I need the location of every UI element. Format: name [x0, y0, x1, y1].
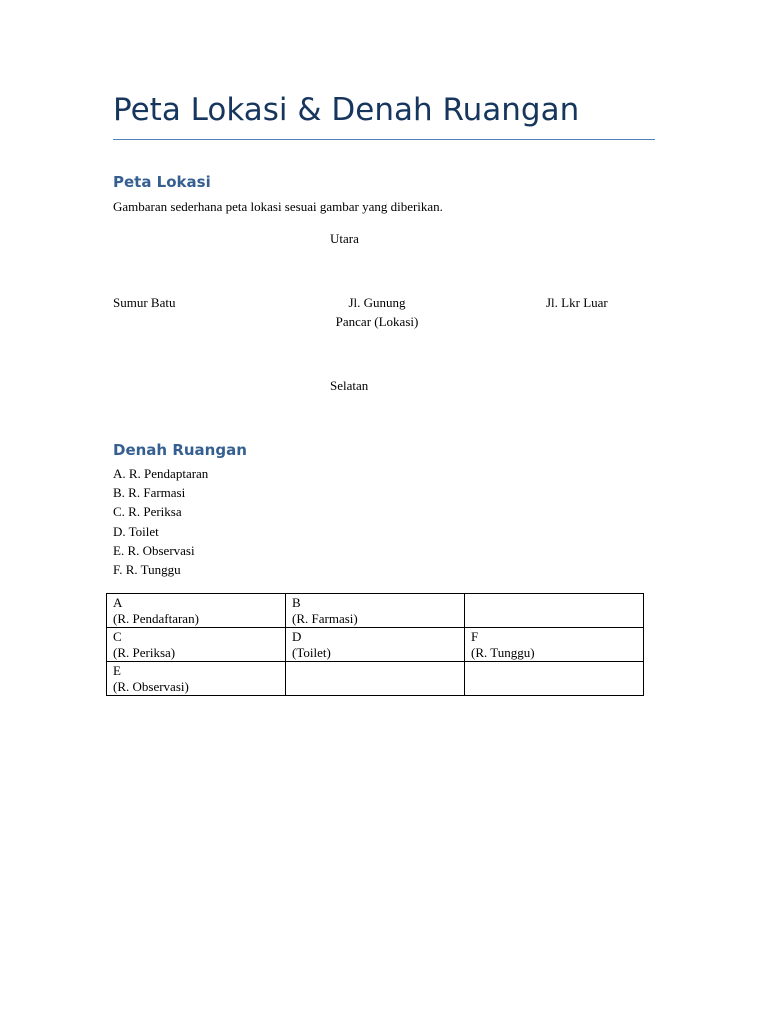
list-item: D. Toilet [113, 523, 159, 539]
table-cell [286, 628, 465, 662]
map-label-south: Selatan [330, 378, 369, 393]
table-row [107, 594, 644, 628]
room-name: (R. Farmasi) [292, 611, 358, 626]
title-underline [113, 139, 655, 140]
room-legend-list [113, 464, 208, 579]
table-cell [465, 628, 644, 662]
room-name: (R. Periksa) [113, 645, 176, 660]
map-label-center: Jl. Gunung Pancar (Lokasi) [335, 295, 419, 329]
room-name: (R. Observasi) [113, 679, 189, 694]
page-title: Peta Lokasi & Denah Ruangan [113, 92, 580, 128]
table-cell [286, 662, 465, 696]
table-row [107, 628, 644, 662]
map-label-north: Utara [330, 231, 359, 246]
table-cell [465, 662, 644, 696]
table-cell [107, 594, 286, 628]
room-letter: B [292, 595, 301, 610]
room-name: (Toilet) [292, 645, 331, 660]
section-heading-peta-lokasi: Peta Lokasi [113, 173, 211, 191]
table-row [107, 662, 644, 696]
room-name: (R. Tunggu) [471, 645, 535, 660]
room-letter: D [292, 629, 302, 644]
intro-paragraph: Gambaran sederhana peta lokasi sesuai gambar yang diberikan. [113, 199, 443, 214]
room-letter: E [113, 663, 121, 678]
list-item: B. R. Farmasi [113, 485, 186, 501]
room-layout-table [106, 593, 644, 696]
room-letter: C [113, 629, 122, 644]
list-item: F. R. Tunggu [113, 562, 181, 578]
table-cell [107, 662, 286, 696]
room-letter: F [471, 629, 479, 644]
table-cell [107, 628, 286, 662]
table-cell [286, 594, 465, 628]
table-cell [465, 594, 644, 628]
list-item: C. R. Periksa [113, 504, 182, 520]
map-label-east: Jl. Lkr Luar [546, 295, 608, 310]
map-label-west: Sumur Batu [113, 295, 176, 310]
room-letter: A [113, 595, 123, 610]
list-item: E. R. Observasi [113, 542, 195, 558]
section-heading-denah-ruangan: Denah Ruangan [113, 441, 247, 459]
list-item: A. R. Pendaptaran [113, 466, 209, 481]
room-name: (R. Pendaftaran) [113, 611, 199, 626]
